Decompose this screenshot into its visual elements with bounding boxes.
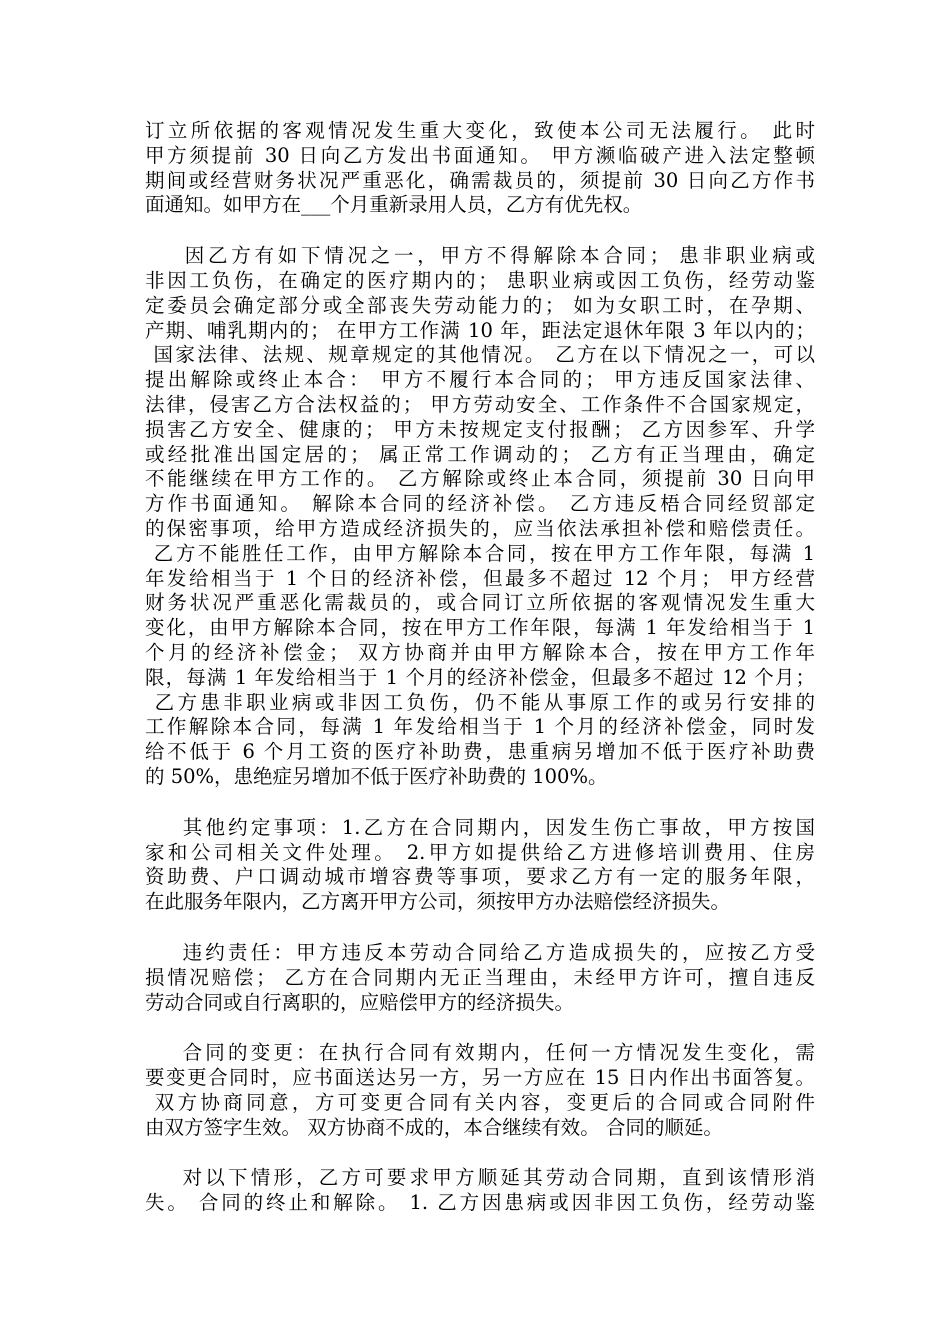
text-line: 订立所依据的客观情况发生重大变化，致使本公司无法履行。 此时 (145, 119, 815, 142)
text-line: 不能继续在甲方工作的。 乙方解除或终止本合同，须提前 30 日向甲 (145, 467, 815, 491)
text-line: 甲方须提前 30 日向乙方发出书面通知。 甲方濒临破产进入法定整顿 (145, 143, 815, 167)
text-line: 非因工负伤，在确定的医疗期内的； 患职业病或因工负伤，经劳动鉴 (145, 268, 815, 292)
text-line: 年发给相当于 1 个日的经济补偿，但最多不超过 12 个月； 甲方经营 (145, 566, 815, 590)
text-line: 定委员会确定部分或全部丧失劳动能力的； 如为女职工时，在孕期、 (145, 293, 815, 317)
text-line: 因乙方有如下情况之一，甲方不得解除本合同； 患非职业病或 (145, 244, 815, 268)
text-line: 在此服务年限内，乙方离开甲方公司，须按甲方办法赔偿经济损失。 (145, 890, 731, 914)
text-line: 损害乙方安全、健康的； 甲方未按规定支付报酬； 乙方因参军、升学 (145, 417, 815, 441)
text-line: 方作书面通知。 解除本合同的经济补偿。 乙方违反梧合同经贸部定 (145, 492, 815, 516)
text-line: 国家法律、法规、规章规定的其他情况。 乙方在以下情况之一，可以 (145, 343, 815, 367)
text-line: 变化，由甲方解除本合同，按在甲方工作年限，每满 1 年发给相当于 1 (145, 616, 815, 640)
paragraph (145, 119, 815, 218)
document-page (145, 119, 815, 1216)
paragraph (145, 1041, 815, 1140)
text-line: 家和公司相关文件处理。 2.甲方如提供给乙方进修培训费用、住房 (145, 840, 815, 864)
text-line: 由双方签字生效。 双方协商不成的，本合继续有效。 合同的顺延。 (145, 1115, 723, 1139)
text-line: 给不低于 6 个月工资的医疗补助费，患重病另增加不低于医疗补助费 (145, 740, 815, 764)
text-line: 劳动合同或自行离职的，应赔偿甲方的经济损失。 (145, 990, 575, 1014)
text-line: 法律，侵害乙方合法权益的； 甲方劳动安全、工作条件不合国家规定， (145, 392, 815, 416)
text-line: 工作解除本合同，每满 1 年发给相当于 1 个月的经济补偿金，同时发 (145, 715, 815, 739)
text-line: 乙方患非职业病或非因工负伤，仍不能从事原工作的或另行安排的 (145, 690, 815, 714)
text-line: 乙方不能胜任工作，由甲方解除本合同，按在甲方工作年限，每满 1 (145, 541, 815, 565)
text-line: 合同的变更：在执行合同有效期内，任何一方情况发生变化，需 (145, 1041, 815, 1065)
text-line: 其他约定事项：1.乙方在合同期内，因发生伤亡事故，甲方按国 (145, 815, 815, 839)
text-line: 或经批准出国定居的； 属正常工作调动的； 乙方有正当理由，确定 (145, 442, 815, 466)
text-line: 面通知。如甲方在___个月重新录用人员，乙方有优先权。 (145, 193, 643, 217)
text-line: 的保密事项，给甲方造成经济损失的，应当依法承担补偿和赔偿责任。 (145, 516, 815, 540)
text-line: 对以下情形，乙方可要求甲方顺延其劳动合同期，直到该情形消 (145, 1166, 815, 1190)
text-line: 限，每满 1 年发给相当于 1 个月的经济补偿金，但最多不超过 12 个月； (145, 665, 815, 689)
text-line: 期间或经营财务状况严重恶化，确需裁员的，须提前 30 日向乙方作书 (145, 168, 815, 192)
text-line: 违约责任：甲方违反本劳动合同给乙方造成损失的，应按乙方受 (145, 940, 815, 964)
text-line: 失。 合同的终止和解除。 1. 乙方因患病或因非因工负伤，经劳动鉴 (145, 1191, 815, 1215)
text-line: 要变更合同时，应书面送达另一方，另一方应在 15 日内作出书面答复。 (145, 1066, 815, 1090)
text-line: 个月的经济补偿金； 双方协商并由甲方解除本合，按在甲方工作年 (145, 640, 815, 664)
paragraph (145, 816, 815, 915)
text-line: 资助费、户口调动城市增容费等事项，要求乙方有一定的服务年限， (145, 865, 815, 889)
text-line: 的 50%，患绝症另增加不低于医疗补助费的 100%。 (145, 764, 608, 788)
text-line: 提出解除或终止本合： 甲方不履行本合同的； 甲方违反国家法律、 (145, 368, 815, 392)
text-line: 产期、哺乳期内的； 在甲方工作满 10 年，距法定退休年限 3 年以内的； (145, 318, 815, 342)
text-line: 财务状况严重恶化需裁员的，或合同订立所依据的客观情况发生重大 (145, 591, 815, 615)
text-line: 双方协商同意，方可变更合同有关内容，变更后的合同或合同附件 (145, 1090, 815, 1114)
text-line: 损情况赔偿； 乙方在合同期内无正当理由，未经甲方许可，擅自违反 (145, 965, 815, 989)
paragraph (145, 244, 815, 790)
paragraph (145, 1166, 815, 1216)
paragraph (145, 941, 815, 1015)
